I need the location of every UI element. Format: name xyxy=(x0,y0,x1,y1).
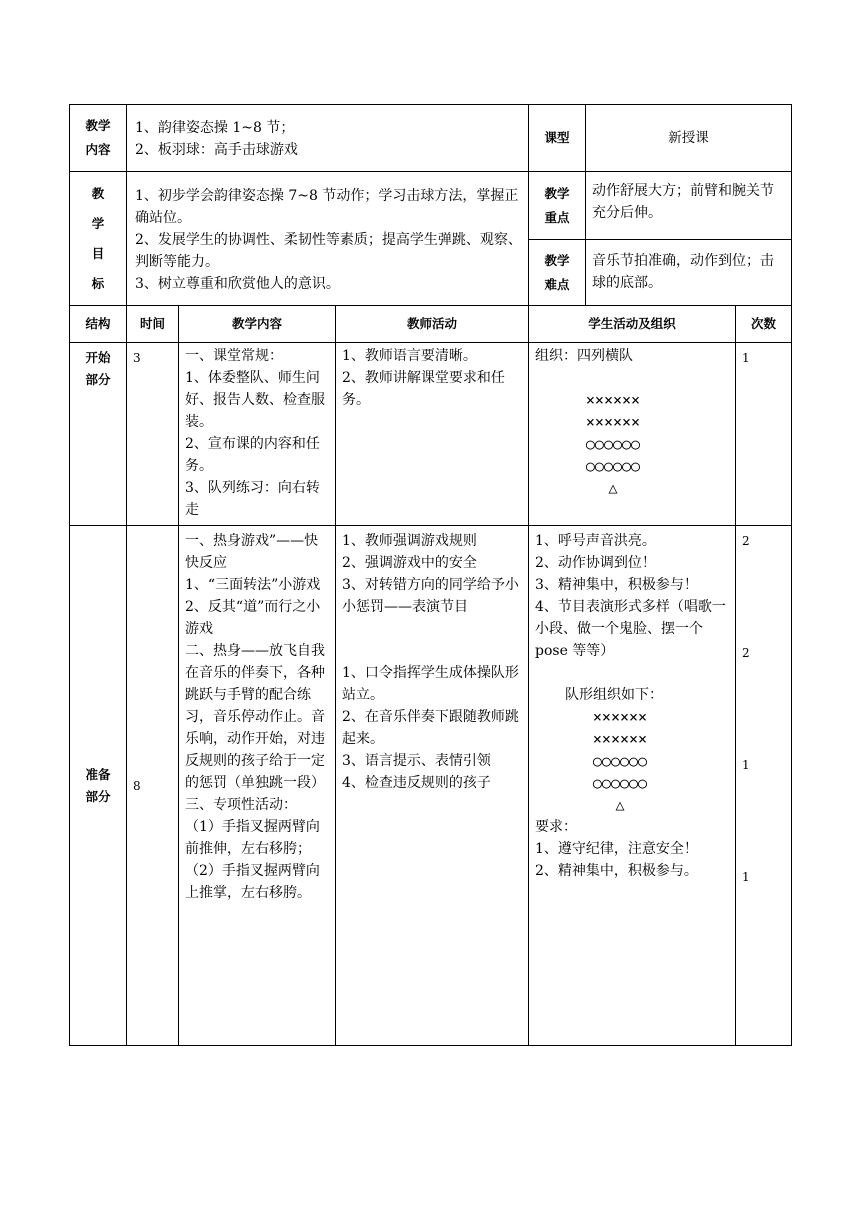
formation-diagram: ×××××× ×××××× ○○○○○○ ○○○○○○ △ xyxy=(592,708,648,814)
content-cell: 1、韵律姿态操 1~8 节； 2、板羽球：高手击球游戏 xyxy=(127,105,529,172)
header-structure: 结构 xyxy=(70,306,127,343)
content-start: 一、课堂常规： 1、体委整队、师生问好、报告人数、检查服装。 2、宣布课的内容和任务。 3、队列练习：向右转走 xyxy=(179,343,336,526)
student-start: 组织：四列横队 ×××××× ×××××× ○○○○○○ ○○○○○○ △ xyxy=(529,343,736,526)
header-student: 学生活动及组织 xyxy=(529,306,736,343)
goal-cell: 1、初步学会韵律姿态操 7~8 节动作；学习击球方法，掌握正确站位。 2、发展学生的协调性、柔韧性等素质；提高学生弹跳、观察、判断等能力。 3、树立尊重和欣赏他人的意识。 xyxy=(127,172,529,306)
student-prep: 1、呼号声音洪亮。 2、动作协调到位！ 3、精神集中，积极参与！ 4、节目表演形式多样（唱歌一小段、做一个鬼脸、摆一个 pose 等等） 队形组织如下： ×××××× ×××××× ○○○○○○ ○○○○○○ △ 要求： 1、遵守纪律，注意安全！ 2、精神集中，积极参与。 xyxy=(529,526,736,1046)
formation-diagram: ×××××× ×××××× ○○○○○○ ○○○○○○ △ xyxy=(585,391,641,497)
teacher-prep: 1、教师强调游戏规则 2、强调游戏中的安全 3、对转错方向的同学给予小小惩罚——表演节目 1、口令指挥学生成体操队形站立。 2、在音乐伴奏下跟随教师跳起来。 3、语言提示、表情引领 4、检查违反规则的孩子 xyxy=(336,526,529,1046)
lesson-plan-table xyxy=(69,104,792,1046)
lesson-plan xyxy=(69,104,791,1046)
table-row xyxy=(70,526,792,1046)
count-prep: 2 2 1 1 xyxy=(736,526,792,1046)
difficulty-value: 音乐节拍准确，动作到位；击球的底部。 xyxy=(586,240,792,306)
table-row xyxy=(70,343,792,526)
time-prep: 8 xyxy=(127,526,179,1046)
header-count: 次数 xyxy=(736,306,792,343)
goal-label: 教 学 目 标 xyxy=(70,172,127,306)
header-teacher: 教师活动 xyxy=(336,306,529,343)
header-content: 教学内容 xyxy=(179,306,336,343)
type-value: 新授课 xyxy=(586,105,792,172)
key-label: 教学 重点 xyxy=(529,172,586,240)
key-value: 动作舒展大方；前臂和腕关节充分后伸。 xyxy=(586,172,792,240)
teacher-start: 1、教师语言要清晰。 2、教师讲解课堂要求和任务。 xyxy=(336,343,529,526)
count-start: 1 xyxy=(736,343,792,526)
structure-prep: 准备 部分 xyxy=(70,526,127,1046)
header-time: 时间 xyxy=(127,306,179,343)
content-label: 教学 内容 xyxy=(70,105,127,172)
time-start: 3 xyxy=(127,343,179,526)
content-prep: 一、热身游戏”——快快反应 1、“三面转法”小游戏 2、反其“道”而行之小游戏 二、热身——放飞自我 在音乐的伴奏下，各种跳跃与手臂的配合练习，音乐停动作止。音乐响，动作开始，对违反规则的孩子给于一定的惩罚（单独跳一段） 三、专项性活动： （1）手指叉握两臂向前推伸，左右移胯； （2）手指叉握两臂向上推掌，左右移胯。 xyxy=(179,526,336,1046)
type-label: 课型 xyxy=(529,105,586,172)
difficulty-label: 教学 难点 xyxy=(529,240,586,306)
structure-start: 开始 部分 xyxy=(70,343,127,526)
